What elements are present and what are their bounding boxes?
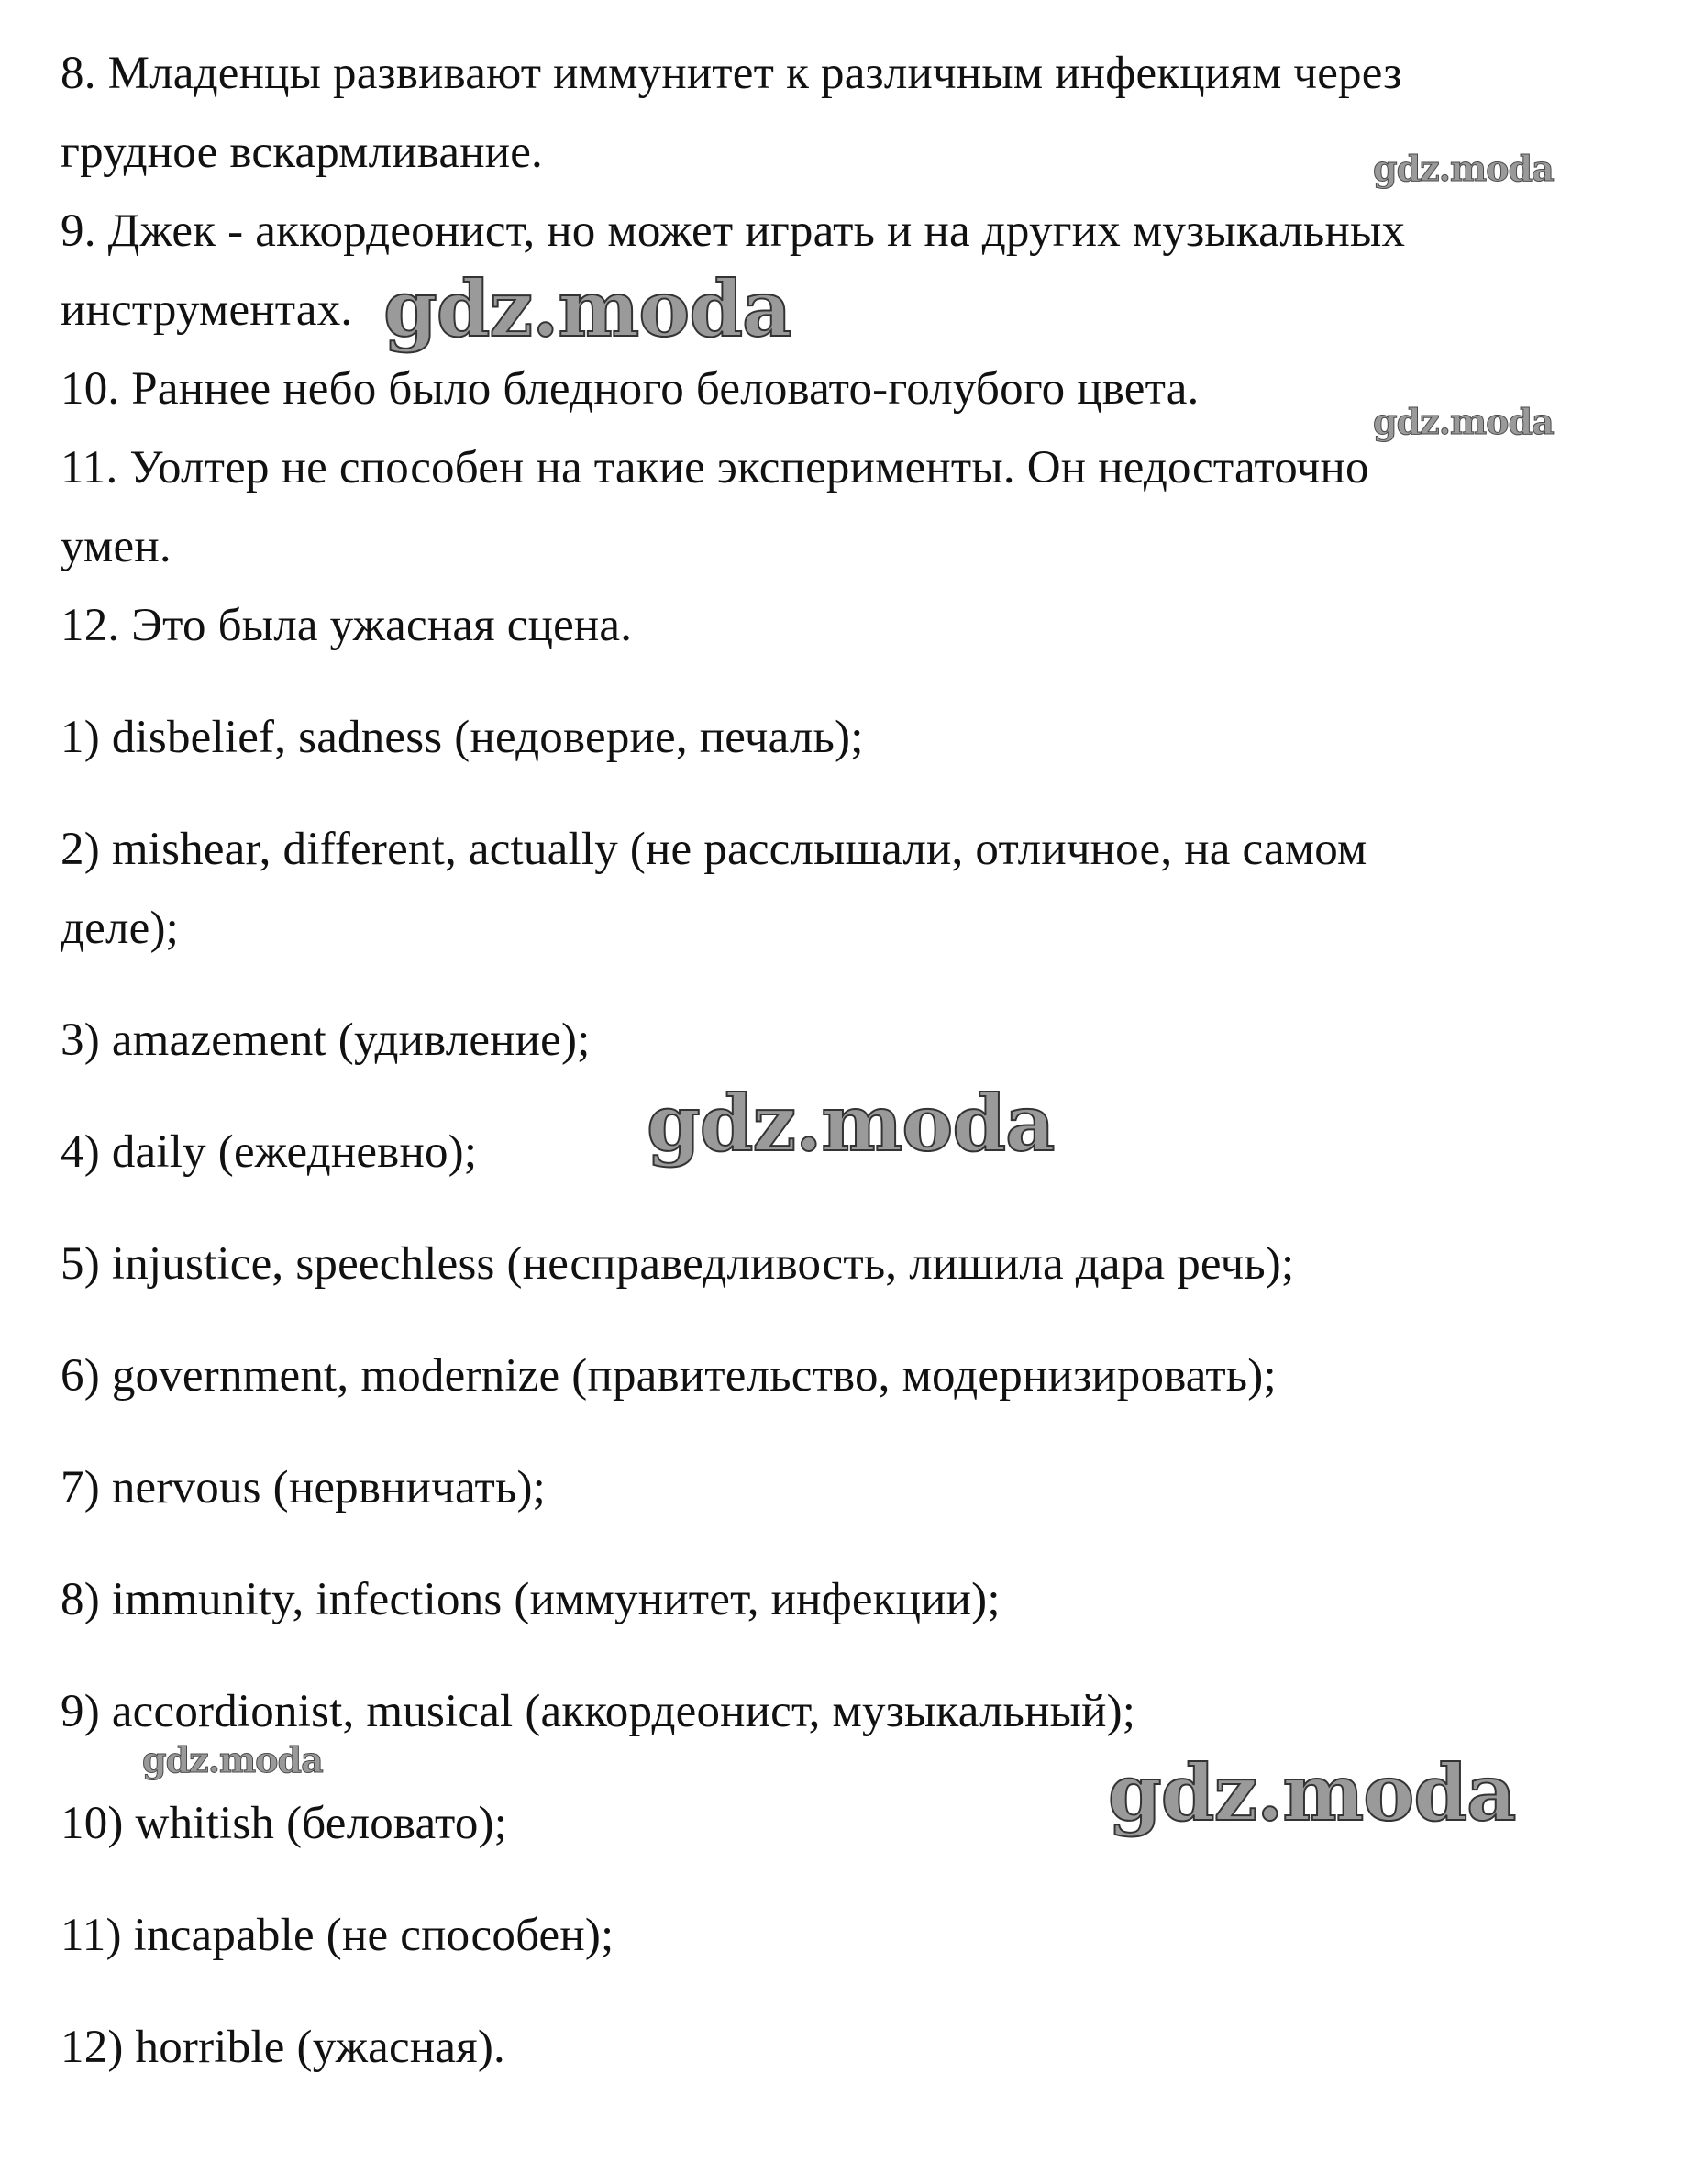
watermark-logo: gdz.moda [142, 1739, 323, 1780]
answer-11: 11) incapable (не способен); [61, 1910, 614, 1961]
sentence-11-line-1: 11. Уолтер не способен на такие эксперименты. Он недостаточно [61, 442, 1369, 493]
watermark-logo: gdz.moda [1108, 1747, 1516, 1838]
answer-5: 5) injustice, speechless (несправедливость, лишила дара речь); [61, 1238, 1295, 1290]
sentence-8-line-1: 8. Младенцы развивают иммунитет к различным инфекциям через [61, 48, 1402, 99]
answer-2-line-2: деле); [61, 903, 180, 954]
answer-8: 8) immunity, infections (иммунитет, инфекции); [61, 1574, 1001, 1625]
watermark-logo: gdz.moda [1373, 401, 1554, 442]
answer-7: 7) nervous (нервничать); [61, 1462, 546, 1513]
sentence-11-line-2: умен. [61, 521, 172, 572]
sentence-10: 10. Раннее небо было бледного беловато-голубого цвета. [61, 363, 1200, 415]
answer-12: 12) horrible (ужасная). [61, 2022, 505, 2073]
sentence-9-line-2: инструментах. [61, 284, 353, 336]
sentence-8-line-2: грудное вскармливание. [61, 127, 544, 178]
answer-2-line-1: 2) mishear, different, actually (не расслышали, отличное, на самом [61, 824, 1367, 875]
watermark-logo: gdz.moda [1373, 148, 1554, 189]
watermark-logo: gdz.moda [647, 1078, 1055, 1169]
sentence-12: 12. Это была ужасная сцена. [61, 600, 633, 651]
answer-3: 3) amazement (удивление); [61, 1014, 591, 1066]
answer-9: 9) accordionist, musical (аккордеонист, музыкальный); [61, 1686, 1136, 1737]
answer-10: 10) whitish (беловато); [61, 1798, 508, 1849]
watermark-logo: gdz.moda [383, 263, 791, 354]
answer-4: 4) daily (ежедневно); [61, 1126, 478, 1178]
answer-6: 6) government, modernize (правительство, модернизировать); [61, 1350, 1277, 1402]
sentence-9-line-1: 9. Джек - аккордеонист, но может играть и на других музыкальных [61, 205, 1406, 257]
answer-1: 1) disbelief, sadness (недоверие, печаль); [61, 712, 864, 763]
